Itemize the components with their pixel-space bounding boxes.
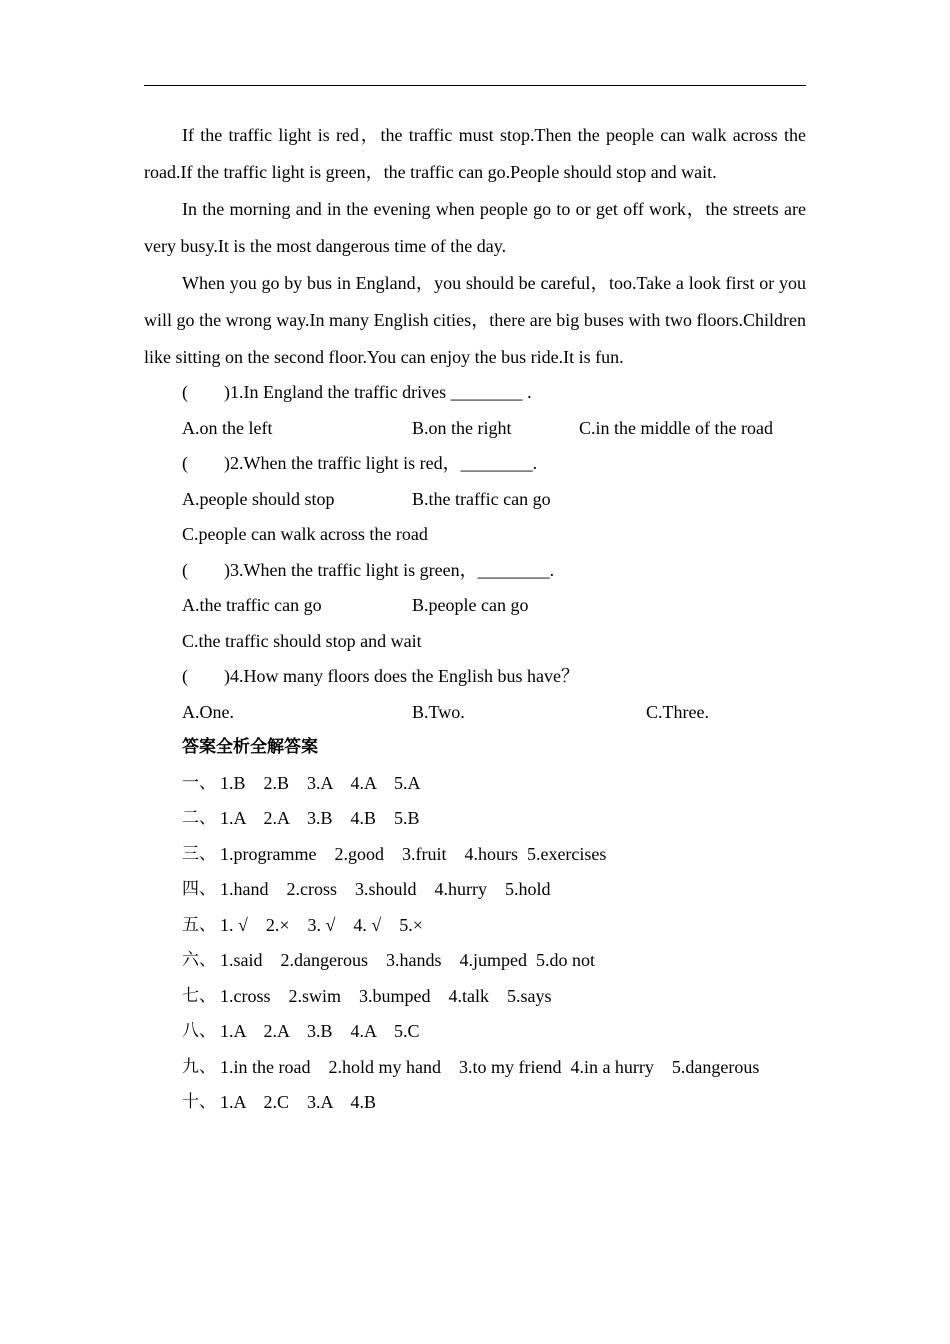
option-a: A.the traffic can go <box>182 595 322 615</box>
passage-paragraph-1: If the traffic light is red，the traffic must stop.Then the people can walk across the road.If the traffic light is green，the traffic can go.People should stop and wait. <box>144 125 806 182</box>
answer-list <box>144 766 806 1121</box>
answer-row-label: 四、 <box>182 879 216 899</box>
answer-row-label: 七、 <box>182 985 216 1006</box>
answer-row-text: 1.A 2.C 3.A 4.B <box>220 1092 377 1112</box>
answer-row-text: 1.A 2.A 3.B 4.A 5.C <box>220 1021 420 1041</box>
answer-row-label: 九、 <box>182 1056 216 1077</box>
answer-row <box>144 801 806 837</box>
answer-row <box>144 979 806 1015</box>
answer-row-label: 六、 <box>182 950 216 970</box>
question-3-option-c-line <box>144 624 806 660</box>
answer-row-label: 五、 <box>182 914 216 935</box>
passage-paragraph-2: In the morning and in the evening when people go to or get off work，the streets are very busy.It is the most dangerous time of the day. <box>144 199 806 256</box>
question-2-options <box>144 482 806 518</box>
option-b: B.on the right <box>412 417 512 438</box>
question-1-options <box>144 411 806 447</box>
answer-row-text: 1.cross 2.swim 3.bumped 4.talk 5.says <box>220 985 552 1006</box>
option-c: C.people can walk across the road <box>182 524 428 544</box>
option-c: C.Three. <box>646 701 709 722</box>
answer-row-label: 十、 <box>182 1092 216 1112</box>
answer-row-text: 1.B 2.B 3.A 4.A 5.A <box>220 772 421 793</box>
header-rule <box>144 85 806 86</box>
answer-row <box>144 1014 806 1050</box>
question-4-stem: ( )4.How many floors does the English bus have？ <box>182 666 579 686</box>
option-a: A.on the left <box>182 417 273 438</box>
answers-heading: 答案全析全解答案 <box>182 737 318 757</box>
option-b: B.Two. <box>412 701 465 722</box>
question-3-options <box>144 588 806 624</box>
document-body <box>144 117 806 1121</box>
answer-row-label: 一、 <box>182 772 216 793</box>
question-2-option-c-line <box>144 517 806 553</box>
answer-row <box>144 837 806 873</box>
answer-row <box>144 943 806 979</box>
answer-row-text: 1.A 2.A 3.B 4.B 5.B <box>220 808 420 828</box>
option-b: B.the traffic can go <box>412 488 551 509</box>
answer-row-label: 三、 <box>182 843 216 864</box>
question-4-options <box>144 695 806 731</box>
answer-row <box>144 1085 806 1121</box>
answer-row <box>144 1050 806 1086</box>
question-2-stem: ( )2.When the traffic light is red，________. <box>182 453 538 473</box>
answer-row-text: 1.said 2.dangerous 3.hands 4.jumped 5.do not <box>220 950 595 970</box>
answer-row-text: 1. √ 2.× 3. √ 4. √ 5.× <box>220 914 423 935</box>
option-b: B.people can go <box>412 595 529 615</box>
answer-row-label: 二、 <box>182 808 216 828</box>
option-c: C.the traffic should stop and wait <box>182 630 422 651</box>
answers-heading-line <box>144 730 806 766</box>
answer-row <box>144 872 806 908</box>
answer-row <box>144 766 806 802</box>
answer-row-text: 1.in the road 2.hold my hand 3.to my friend 4.in a hurry 5.dangerous <box>220 1056 760 1077</box>
question-3-stem: ( )3.When the traffic light is green，________. <box>182 559 555 580</box>
option-c: C.in the middle of the road <box>579 417 773 438</box>
answer-row-label: 八、 <box>182 1021 216 1041</box>
passage-paragraph-3: When you go by bus in England，you should be careful，too.Take a look first or you will go the wrong way.In many English cities，there are big buses with two floors.Children like sitting on the second floor.You can enjoy the bus ride.It is fun. <box>144 273 806 367</box>
option-a: A.people should stop <box>182 488 335 509</box>
answer-row-text: 1.hand 2.cross 3.should 4.hurry 5.hold <box>220 879 551 899</box>
answer-row-text: 1.programme 2.good 3.fruit 4.hours 5.exercises <box>220 843 607 864</box>
answer-row <box>144 908 806 944</box>
question-1-stem: ( )1.In England the traffic drives ________ . <box>182 382 532 402</box>
option-a: A.One. <box>182 701 234 722</box>
